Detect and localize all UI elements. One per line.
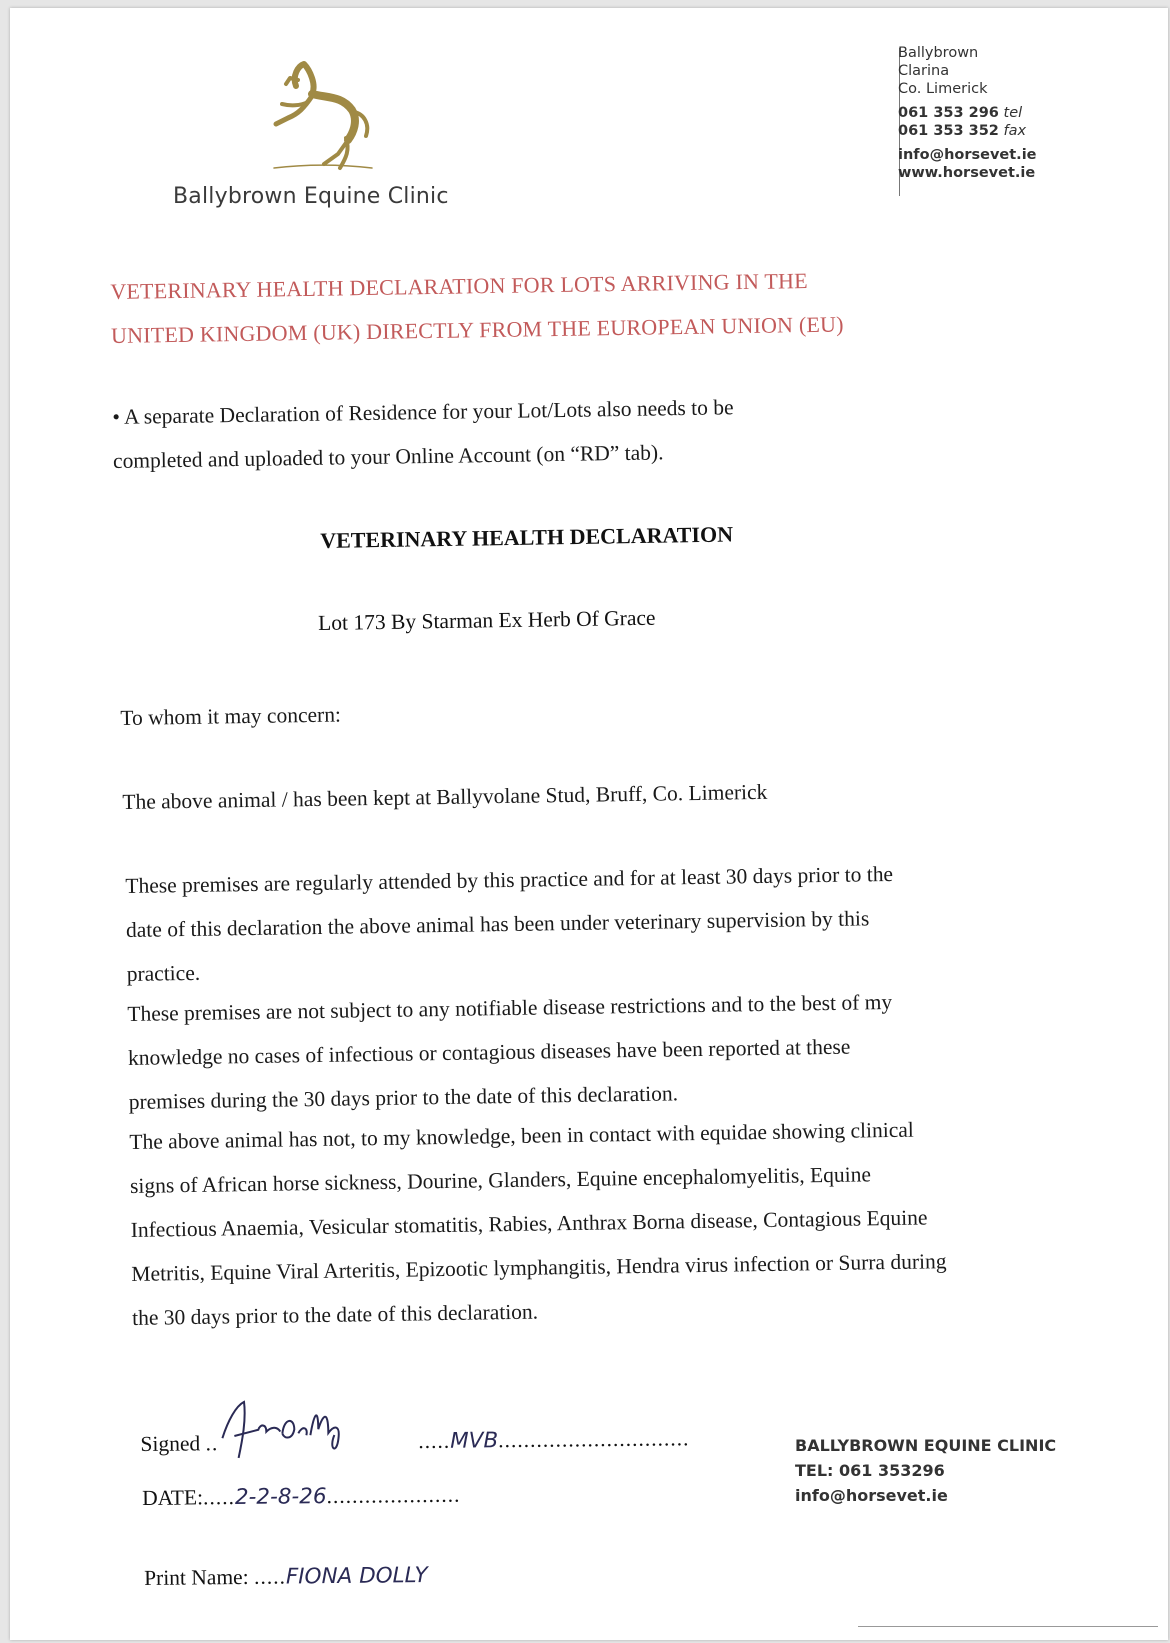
date-line: DATE:.....2-2-8-26..................... xyxy=(142,1482,461,1511)
paragraph-line: The above animal has not, to my knowledge, been in contact with equidae showing clinical xyxy=(129,1117,914,1154)
fax-label: fax xyxy=(1003,123,1027,139)
print-name-value: FIONA DOLLY xyxy=(285,1563,428,1590)
paragraph-line: date of this declaration the above animal has been under veterinary supervision by this xyxy=(125,906,870,942)
paragraph-line: signs of African horse sickness, Dourine, Glanders, Equine encephalomyelitis, Equine xyxy=(129,1162,872,1198)
date-value: 2-2-8-26 xyxy=(234,1484,327,1511)
salutation: To whom it may concern: xyxy=(120,702,342,730)
stamp-line: BALLYBROWN EQUINE CLINIC xyxy=(795,1436,1057,1455)
horse-logo-icon xyxy=(268,58,378,178)
address-line: Clarina xyxy=(898,63,950,79)
paragraph-line: premises during the 30 days prior to the date of this declaration. xyxy=(128,1081,679,1114)
paragraph-line: Metritis, Equine Viral Arteritis, Epizootic lymphangitis, Hendra virus infection or Surra during xyxy=(131,1249,947,1286)
fax-number: 061 353 352 xyxy=(898,123,999,139)
lot-line: Lot 173 By Starman Ex Herb Of Grace xyxy=(318,605,656,635)
tel-number: 061 353 296 xyxy=(898,105,999,121)
document-title xyxy=(110,257,931,358)
paragraph-line: These premises are not subject to any notifiable disease restrictions and to the best of my xyxy=(127,989,893,1026)
note-line: completed and uploaded to your Online Account (on “RD” tab). xyxy=(112,440,664,473)
clinic-stamp xyxy=(795,1433,1056,1508)
document-page xyxy=(10,8,1168,1640)
paragraph-line: the 30 days prior to the date of this declaration. xyxy=(131,1299,539,1330)
signed-line: Signed .. .....MVB.............................. xyxy=(140,1395,690,1461)
paragraph-line: These premises are regularly attended by this practice and for at least 30 days prior to the xyxy=(125,861,894,898)
address-line: Co. Limerick xyxy=(898,81,988,97)
stamp-line: info@horsevet.ie xyxy=(795,1486,948,1505)
note-line: • A separate Declaration of Residence for your Lot/Lots also needs to be xyxy=(112,395,734,429)
clinic-contact-block xyxy=(898,44,1037,188)
kept-at-line: The above animal / has been kept at Ballyvolane Stud, Bruff, Co. Limerick xyxy=(122,779,768,814)
paragraph-line: knowledge no cases of infectious or contagious diseases have been reported at these xyxy=(127,1034,851,1070)
residence-note xyxy=(112,385,735,483)
title-line: VETERINARY HEALTH DECLARATION FOR LOTS ARRIVING IN THE xyxy=(110,268,808,304)
footer-divider xyxy=(858,1626,1158,1627)
print-name-line: Print Name: .....FIONA DOLLY xyxy=(144,1563,428,1590)
title-line: UNITED KINGDOM (UK) DIRECTLY FROM THE EUROPEAN UNION (EU) xyxy=(110,311,844,348)
email-link[interactable]: info@horsevet.ie xyxy=(898,147,1037,163)
website-link[interactable]: www.horsevet.ie xyxy=(898,165,1036,181)
qualification: MVB xyxy=(450,1428,499,1454)
clinic-name: Ballybrown Equine Clinic xyxy=(173,184,449,209)
declaration-heading: VETERINARY HEALTH DECLARATION xyxy=(320,521,734,553)
print-name-label: Print Name: xyxy=(144,1564,249,1590)
tel-label: tel xyxy=(1003,105,1023,121)
paragraph-line: practice. xyxy=(126,960,201,986)
date-label: DATE: xyxy=(142,1485,204,1510)
address-line: Ballybrown xyxy=(898,45,979,61)
signed-label: Signed xyxy=(140,1431,201,1456)
paragraph-supervision xyxy=(125,851,948,1340)
paragraph-line: Infectious Anaemia, Vesicular stomatitis, Rabies, Anthrax Borna disease, Contagious Equine xyxy=(130,1205,928,1242)
stamp-line: TEL: 061 353296 xyxy=(795,1461,945,1480)
signature-handwriting xyxy=(218,1398,419,1460)
